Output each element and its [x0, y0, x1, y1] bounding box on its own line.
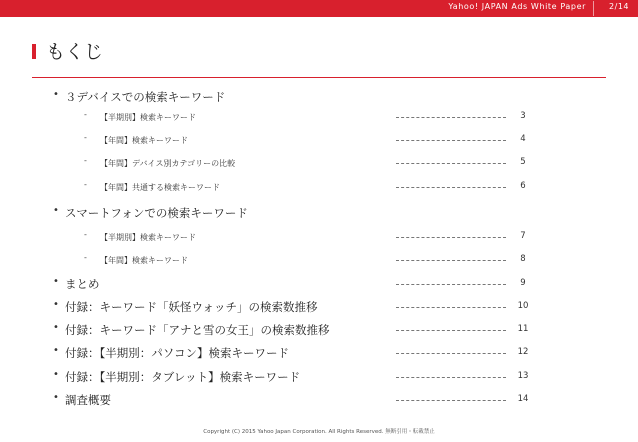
toc-item: [0, 299, 638, 315]
bullet: •: [53, 205, 59, 216]
header-page-number: 2/14: [609, 2, 629, 11]
dotted-leader: [396, 353, 506, 354]
toc-page-number: 9: [520, 278, 526, 288]
title-accent-bar: [32, 44, 36, 59]
toc-item: [0, 276, 638, 292]
bullet: •: [53, 322, 59, 333]
bullet: •: [53, 89, 59, 100]
dotted-leader: [396, 237, 506, 238]
toc-item: [0, 89, 638, 105]
toc-item-label: 【年間】検索キーワード: [100, 136, 188, 145]
toc-item-label: 付録：【半期別：パソコン】検索キーワード: [65, 346, 290, 360]
toc-item-label: 【半期別】検索キーワード: [100, 113, 196, 122]
toc-item: [0, 205, 638, 221]
dotted-leader: [396, 187, 506, 188]
toc-item: [0, 392, 638, 408]
toc-subitem: [0, 229, 638, 245]
toc-item-label: まとめ: [65, 277, 100, 291]
toc-item: [0, 345, 638, 361]
toc-item-label: 付録：キーワード「妖怪ウォッチ」の検索数推移: [65, 300, 318, 314]
toc-item-label: 【年間】検索キーワード: [100, 256, 188, 265]
bullet: •: [53, 369, 59, 380]
bullet: •: [53, 392, 59, 403]
dotted-leader: [396, 260, 506, 261]
dash: -: [84, 110, 87, 119]
toc-subitem: [0, 155, 638, 171]
toc-item-label: 調査概要: [65, 393, 111, 407]
dash: -: [84, 230, 87, 239]
toc-page-number: 11: [517, 324, 529, 334]
dotted-leader: [396, 284, 506, 285]
bullet: •: [53, 345, 59, 356]
bullet: •: [53, 276, 59, 287]
toc-page-number: 14: [517, 394, 529, 404]
dash: -: [84, 180, 87, 189]
toc-page-number: 8: [520, 254, 526, 264]
toc-item-label: スマートフォンでの検索キーワード: [65, 206, 248, 220]
toc-subitem: [0, 109, 638, 125]
dash: -: [84, 156, 87, 165]
toc-page-number: 12: [517, 347, 529, 357]
toc-page-number: 10: [517, 301, 529, 311]
toc-subitem: [0, 132, 638, 148]
toc-item: [0, 322, 638, 338]
copyright-footer: Copyright (C) 2015 Yahoo Japan Corporation. All Rights Reserved. 無断引用・転載禁止: [203, 429, 435, 435]
toc-item-label: 【年間】共通する検索キーワード: [100, 183, 220, 192]
dotted-leader: [396, 377, 506, 378]
dotted-leader: [396, 117, 506, 118]
dotted-leader: [396, 330, 506, 331]
toc-page-number: 3: [520, 111, 526, 121]
dash: -: [84, 133, 87, 142]
toc-item-label: ３デバイスでの検索キーワード: [65, 90, 226, 104]
dash: -: [84, 253, 87, 262]
dotted-leader: [396, 400, 506, 401]
toc-page-number: 7: [520, 231, 526, 241]
header-bar: [0, 0, 638, 17]
dotted-leader: [396, 163, 506, 164]
toc-page-number: 6: [520, 181, 526, 191]
header-brand: Yahoo! JAPAN Ads White Paper: [448, 2, 586, 11]
toc-item-label: 付録：キーワード「アナと雪の女王」の検索数推移: [65, 323, 330, 337]
header-divider: [593, 1, 594, 16]
toc-item-label: 付録：【半期別：タブレット】検索キーワード: [65, 370, 301, 384]
toc-page-number: 5: [520, 157, 526, 167]
dotted-leader: [396, 140, 506, 141]
toc-item-label: 【半期別】検索キーワード: [100, 233, 196, 242]
toc-page-number: 4: [520, 134, 526, 144]
toc-subitem: [0, 252, 638, 268]
dotted-leader: [396, 307, 506, 308]
page-title: もくじ: [46, 41, 104, 63]
toc-page-number: 13: [517, 371, 529, 381]
title-divider: [32, 77, 606, 78]
bullet: •: [53, 299, 59, 310]
toc-subitem: [0, 179, 638, 195]
toc-item: [0, 369, 638, 385]
toc-item-label: 【年間】デバイス別カテゴリーの比較: [100, 159, 236, 168]
